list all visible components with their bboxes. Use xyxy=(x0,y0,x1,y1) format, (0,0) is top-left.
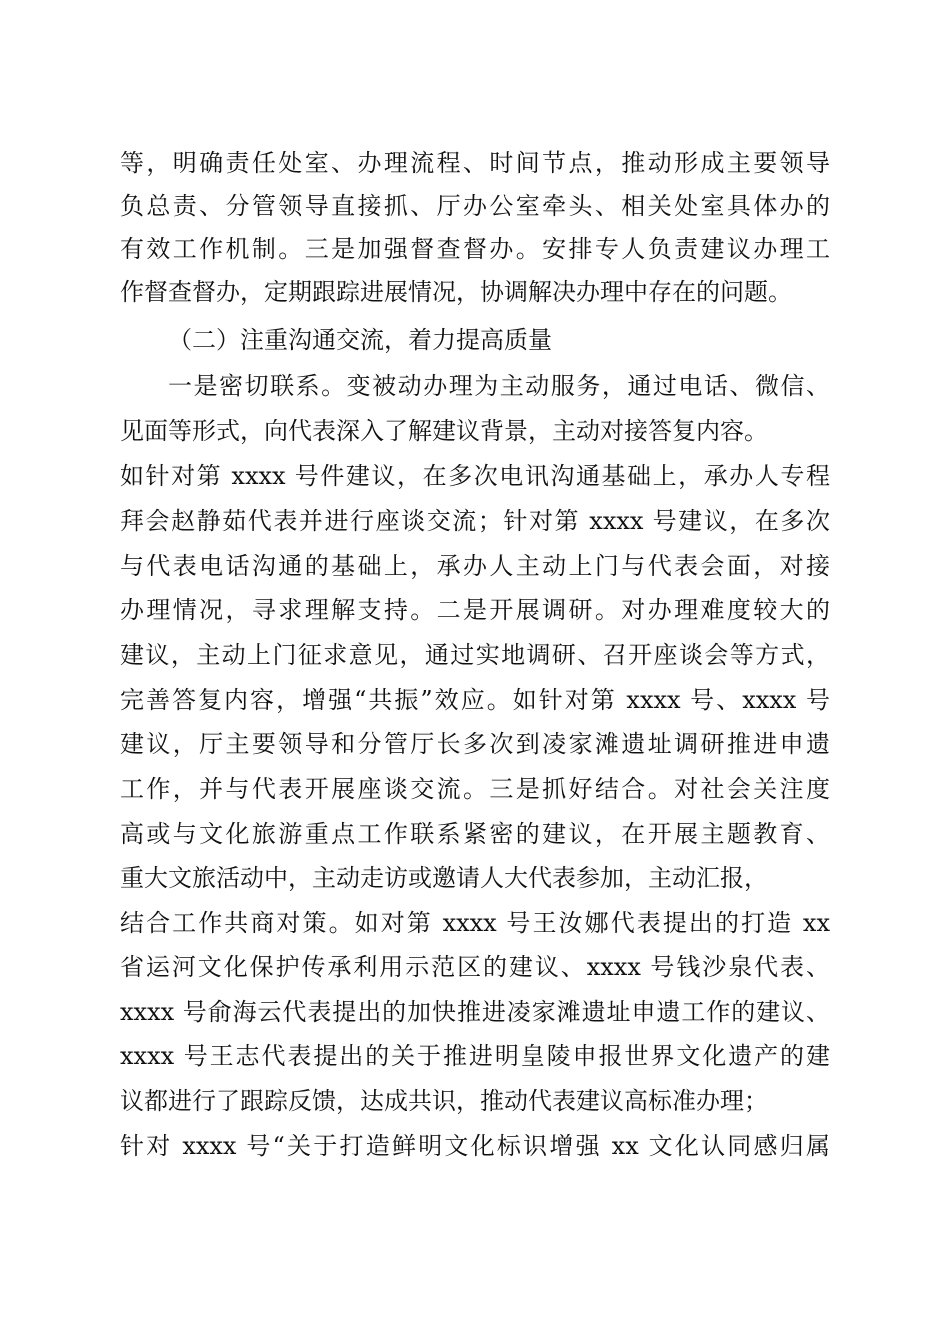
text-line: 工作，并与代表开展座谈交流。三是抓好结合。对社会关注度 xyxy=(120,775,830,803)
text-line: 拜会赵静茹代表并进行座谈交流；针对第 xxxx 号建议，在多次 xyxy=(120,507,830,535)
text-line: 等，明确责任处室、办理流程、时间节点，推动形成主要领导 xyxy=(120,149,830,177)
text-line: 负总责、分管领导直接抓、厅办公室牵头、相关处室具体办的 xyxy=(120,192,830,220)
text-line: xxxx 号俞海云代表提出的加快推进凌家滩遗址申遗工作的建议、 xyxy=(120,998,830,1026)
text-line: 作督查督办，定期跟踪进展情况，协调解决办理中存在的问题。 xyxy=(120,278,792,306)
text-line: 有效工作机制。三是加强督查督办。安排专人负责建议办理工 xyxy=(120,235,830,263)
section-heading: （二）注重沟通交流，着力提高质量 xyxy=(168,326,552,354)
text-line: 议都进行了跟踪反馈，达成共识，推动代表建议高标准办理； xyxy=(120,1087,768,1115)
text-line: 见面等形式，向代表深入了解建议背景，主动对接答复内容。 xyxy=(120,417,768,445)
text-line: 一是密切联系。变被动办理为主动服务，通过电话、微信、 xyxy=(168,372,830,400)
text-line: 与代表电话沟通的基础上，承办人主动上门与代表会面，对接 xyxy=(120,552,830,580)
text-line: 建议，厅主要领导和分管厅长多次到凌家滩遗址调研推进申遗 xyxy=(120,730,830,758)
text-line: 如针对第 xxxx 号件建议，在多次电讯沟通基础上，承办人专程 xyxy=(120,462,830,490)
text-line: xxxx 号王志代表提出的关于推进明皇陵申报世界文化遗产的建 xyxy=(120,1042,830,1070)
text-line: 省运河文化保护传承利用示范区的建议、xxxx 号钱沙泉代表、 xyxy=(120,953,830,981)
text-line: 办理情况，寻求理解支持。二是开展调研。对办理难度较大的 xyxy=(120,596,830,624)
text-line: 结合工作共商对策。如对第 xxxx 号王汝娜代表提出的打造 xx xyxy=(120,909,830,937)
text-line: 重大文旅活动中，主动走访或邀请人大代表参加，主动汇报， xyxy=(120,864,768,892)
text-line: 完善答复内容，增强“共振”效应。如针对第 xxxx 号、xxxx 号 xyxy=(120,686,830,714)
text-line: 高或与文化旅游重点工作联系紧密的建议，在开展主题教育、 xyxy=(120,820,830,848)
text-line: 建议，主动上门征求意见，通过实地调研、召开座谈会等方式， xyxy=(120,641,830,669)
text-line: 针对 xxxx 号“关于打造鲜明文化标识增强 xx 文化认同感归属 xyxy=(120,1132,830,1160)
